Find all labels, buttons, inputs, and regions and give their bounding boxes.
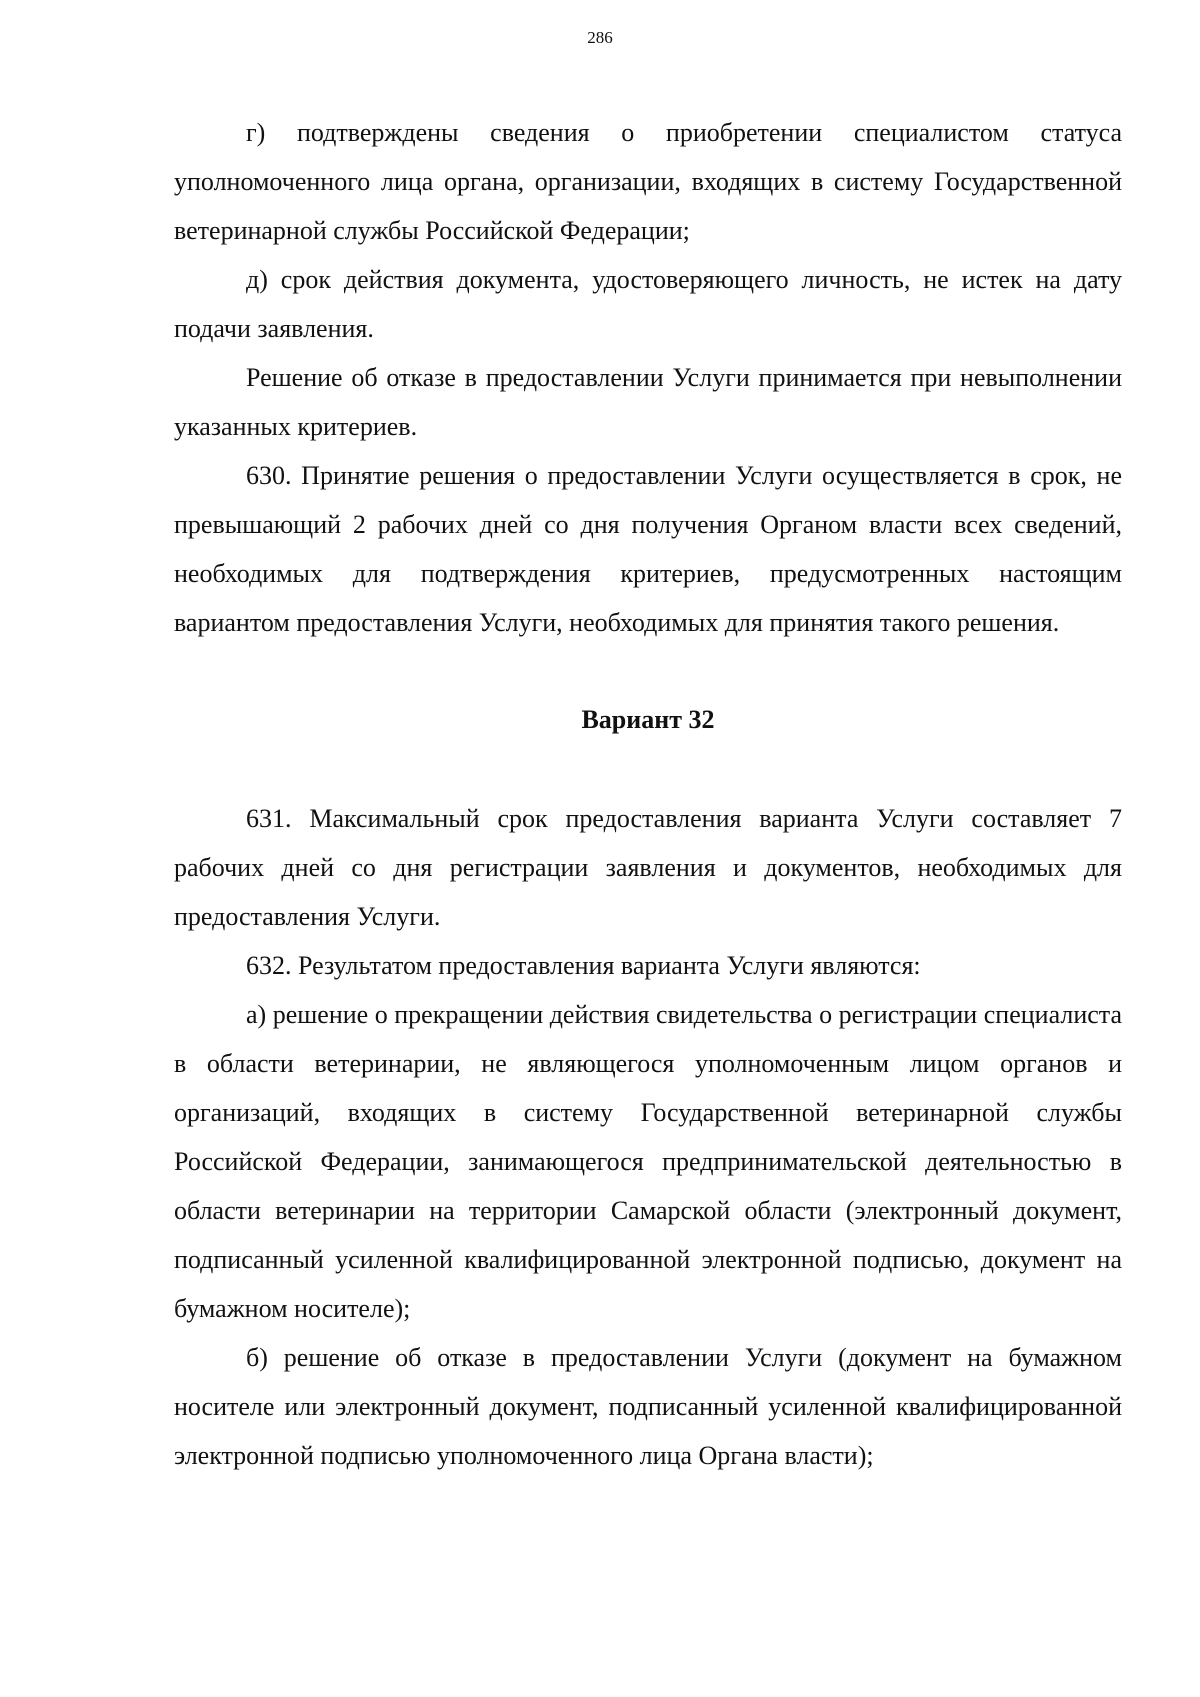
spacer xyxy=(174,744,1122,794)
document-body xyxy=(174,108,1122,1480)
paragraph-d: д) срок действия документа, удостоверяющего личность, не истек на дату подачи заявления. xyxy=(174,265,1122,343)
paragraph-refusal-decision: Решение об отказе в предоставлении Услуги принимается при невыполнении указанных критериев. xyxy=(174,363,1122,441)
paragraph-632: 632. Результатом предоставления варианта Услуги являются: xyxy=(246,951,921,980)
paragraph-630: 630. Принятие решения о предоставлении Услуги осуществляется в срок, не превышающий 2 рабочих дней со дня получения Органом власти всех сведений, необходимых для подтверждения критериев, предусмотренных настоящим вариантом предоставления Услуги, необходимых для принятия такого решения. xyxy=(174,461,1122,637)
page-number: 286 xyxy=(587,28,613,47)
paragraph-g: г) подтверждены сведения о приобретении специалистом статуса уполномоченного лица органа, организации, входящих в систему Государственной ветеринарной службы Российской Федерации; xyxy=(174,118,1122,245)
paragraph-631: 631. Максимальный срок предоставления варианта Услуги составляет 7 рабочих дней со дня регистрации заявления и документов, необходимых для предоставления Услуги. xyxy=(174,804,1122,931)
paragraph-a: а) решение о прекращении действия свидетельства о регистрации специалиста в области ветеринарии, не являющегося уполномоченным лицом органов и организаций, входящих в систему Государственной ветеринарной службы Российской Федерации, занимающегося предпринимательской деятельностью в области ветеринарии на территории Самарской области (электронный документ, подписанный усиленной квалифицированной электронной подписью, документ на бумажном носителе); xyxy=(174,1000,1122,1323)
section-heading: Вариант 32 xyxy=(581,705,715,734)
spacer xyxy=(174,647,1122,695)
paragraph-b: б) решение об отказе в предоставлении Услуги (документ на бумажном носителе или электронный документ, подписанный усиленной квалифицированной электронной подписью уполномоченного лица Органа власти); xyxy=(174,1343,1122,1470)
